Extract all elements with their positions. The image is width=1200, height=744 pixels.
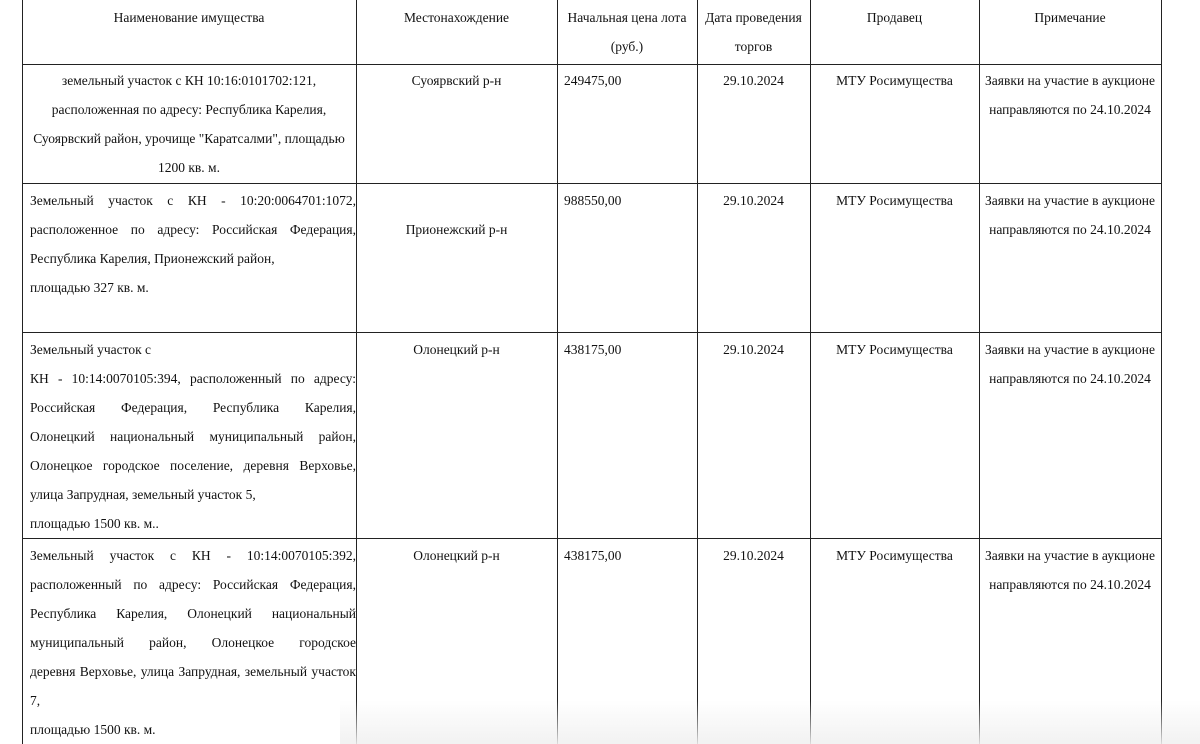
row-1-price: 249475,00 bbox=[564, 73, 622, 88]
table-border bbox=[22, 64, 1162, 65]
table-row-1-name bbox=[22, 66, 356, 182]
row-2-name-line: площадью 327 кв. м. bbox=[30, 280, 149, 295]
header-note bbox=[979, 3, 1161, 32]
row-1-note bbox=[979, 66, 1161, 124]
header-name bbox=[22, 3, 356, 32]
table-row-2-name bbox=[30, 186, 356, 302]
row-1-seller: МТУ Росимущества bbox=[836, 73, 953, 88]
row-2-note bbox=[979, 186, 1161, 244]
row-1-note-line: направляются по 24.10.2024 bbox=[989, 102, 1151, 117]
table-border bbox=[1161, 0, 1162, 744]
row-4-note-line: направляются по 24.10.2024 bbox=[989, 577, 1151, 592]
row-2-name-line: Земельный участок с КН - 10:20:0064701:1072, bbox=[30, 193, 356, 208]
header-price-line1: Начальная цена лота bbox=[567, 10, 687, 25]
row-2-note-line: Заявки на участие в аукционе bbox=[985, 193, 1155, 208]
row-3-name-line: Земельный участок с bbox=[30, 342, 151, 357]
table-row-4-name bbox=[30, 541, 356, 744]
table-border bbox=[356, 0, 357, 744]
table-border bbox=[22, 183, 1162, 184]
row-3-name-line: Российская Федерация, Республика Карелия, bbox=[30, 400, 356, 415]
row-3-note-line: Заявки на участие в аукционе bbox=[985, 342, 1155, 357]
row-4-name-line: муниципальный район, Олонецкое городское bbox=[30, 635, 356, 650]
header-date bbox=[697, 3, 810, 61]
table-border bbox=[557, 0, 558, 744]
row-1-name-line: Суоярвский район, урочище "Каратсалми", площадью bbox=[33, 131, 345, 146]
row-2-name-line: Республика Карелия, Прионежский район, bbox=[30, 251, 275, 266]
row-4-price: 438175,00 bbox=[564, 548, 622, 563]
row-4-name-line: деревня Верховье, улица Запрудная, земельный участок bbox=[30, 664, 356, 679]
row-3-note bbox=[979, 335, 1161, 393]
row-2-note-line: направляются по 24.10.2024 bbox=[989, 222, 1151, 237]
row-3-name-line: улица Запрудная, земельный участок 5, bbox=[30, 487, 256, 502]
header-location-label: Местонахождение bbox=[403, 10, 510, 25]
row-4-name-line: площадью 1500 кв. м. bbox=[30, 722, 156, 737]
header-price-line2: (руб.) bbox=[610, 39, 644, 54]
row-2-name-line: расположенное по адресу: Российская Федерация, bbox=[30, 222, 356, 237]
header-seller bbox=[810, 3, 979, 32]
row-3-note-line: направляются по 24.10.2024 bbox=[989, 371, 1151, 386]
row-2-date: 29.10.2024 bbox=[723, 193, 784, 208]
table-row-3-name bbox=[30, 335, 356, 538]
header-location bbox=[356, 3, 557, 32]
row-4-seller: МТУ Росимущества bbox=[836, 548, 953, 563]
table-border bbox=[810, 0, 811, 744]
row-1-note-line: Заявки на участие в аукционе bbox=[985, 73, 1155, 88]
row-2-price: 988550,00 bbox=[564, 193, 622, 208]
table-border bbox=[697, 0, 698, 744]
row-3-name-line: Олонецкое городское поселение, деревня Верховье, bbox=[30, 458, 356, 473]
row-1-location: Суоярвский р-н bbox=[411, 73, 502, 88]
header-note-label: Примечание bbox=[1034, 10, 1106, 25]
header-name-label: Наименование имущества bbox=[113, 10, 265, 25]
row-3-location: Олонецкий р-н bbox=[413, 342, 500, 357]
row-1-date: 29.10.2024 bbox=[723, 73, 784, 88]
row-4-location: Олонецкий р-н bbox=[413, 548, 500, 563]
row-3-seller: МТУ Росимущества bbox=[836, 342, 953, 357]
table-border bbox=[22, 538, 1162, 539]
row-4-name-line: Республика Карелия, Олонецкий национальный bbox=[30, 606, 356, 621]
row-3-name-line: площадью 1500 кв. м.. bbox=[30, 516, 159, 531]
row-3-price: 438175,00 bbox=[564, 342, 622, 357]
header-seller-label: Продавец bbox=[866, 10, 923, 25]
row-4-name-line: расположенный по адресу: Российская Федерация, bbox=[30, 577, 356, 592]
row-1-name-line: расположенная по адресу: Республика Карелия, bbox=[51, 102, 327, 117]
table-border bbox=[22, 332, 1162, 333]
header-price bbox=[557, 3, 697, 61]
row-1-name-line: земельный участок с КН 10:16:0101702:121, bbox=[61, 73, 317, 88]
row-3-name-line: КН - 10:14:0070105:394, расположенный по адресу: bbox=[30, 371, 356, 386]
row-3-date: 29.10.2024 bbox=[723, 342, 784, 357]
row-3-name-line: Олонецкий национальный муниципальный район, bbox=[30, 429, 356, 444]
row-4-date: 29.10.2024 bbox=[723, 548, 784, 563]
row-2-seller: МТУ Росимущества bbox=[836, 193, 953, 208]
header-date-line2: торгов bbox=[734, 39, 773, 54]
row-4-name-line: Земельный участок с КН - 10:14:0070105:392, bbox=[30, 548, 356, 563]
row-1-name-line: 1200 кв. м. bbox=[158, 160, 220, 175]
row-4-note bbox=[979, 541, 1161, 599]
row-4-name-line: 7, bbox=[30, 693, 41, 708]
header-date-line1: Дата проведения bbox=[705, 10, 802, 25]
row-2-location: Прионежский р-н bbox=[405, 222, 508, 237]
row-4-note-line: Заявки на участие в аукционе bbox=[985, 548, 1155, 563]
